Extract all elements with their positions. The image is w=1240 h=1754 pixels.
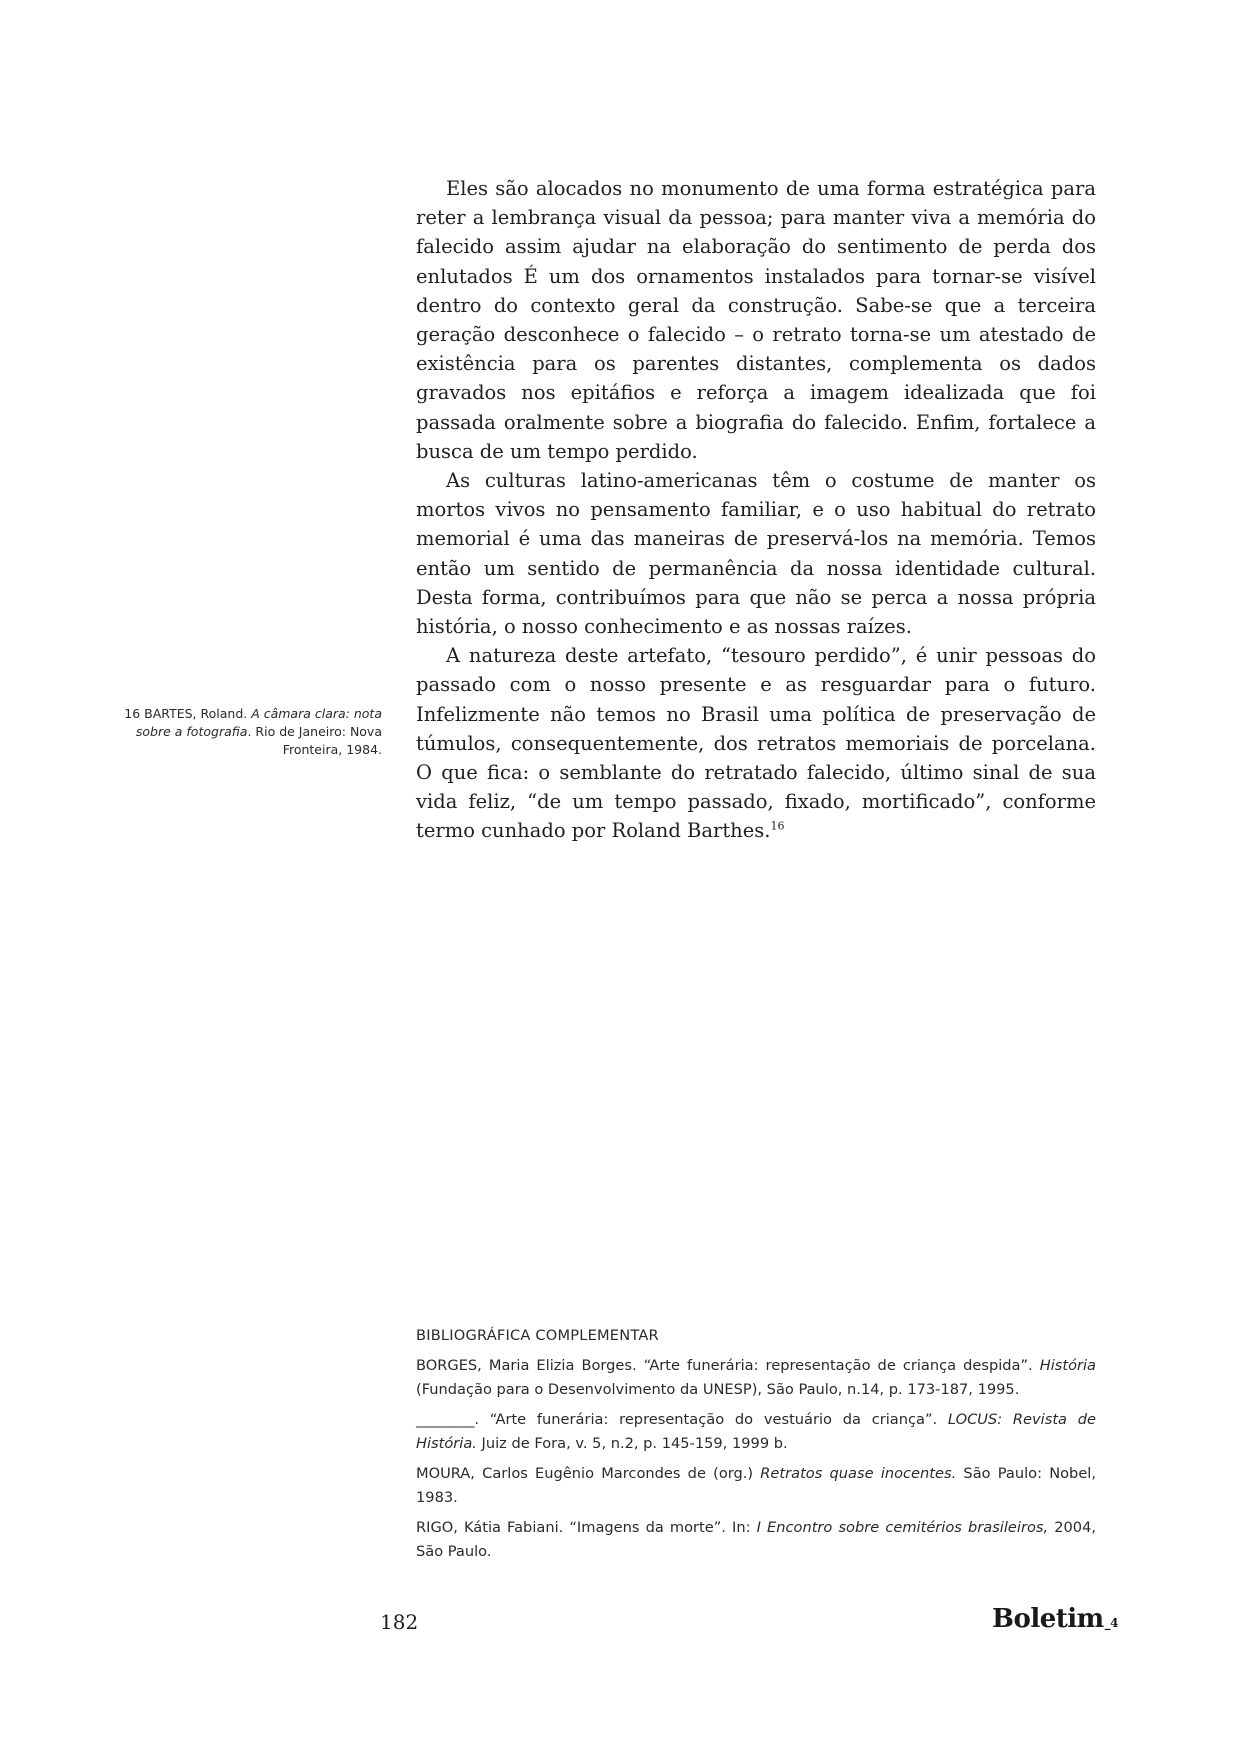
entry-text: ________. “Arte funerária: representação do vestuário da criança”. [416,1411,948,1428]
entry-text: Juiz de Fora, v. 5, n.2, p. 145-159, 1999 b. [476,1435,788,1452]
footnote-prefix: 16 BARTES, Roland. [124,706,252,721]
entry-text: RIGO, Kátia Fabiani. “Imagens da morte”. In: [416,1519,757,1536]
paragraph-2: As culturas latino-americanas têm o costume de manter os mortos vivos no pensamento familiar, e o uso habitual do retrato memorial é uma das maneiras de preservá-los na memória. Temos então um sentido de permanência da nossa identidade cultural. Desta forma, contribuímos para que não se perca a nossa própria história, o nosso conhecimento e as nossas raízes. [416,469,1096,639]
bibliography [416,1324,1096,1570]
footnote-16 [120,705,382,759]
paragraph-1: Eles são alocados no monumento de uma forma estratégica para reter a lembrança visual da pessoa; para manter viva a memória do falecido assim ajudar na elaboração do sentimento de perda dos enlutados É um dos ornamentos instalados para tornar-se visível dentro do contexto geral da construção. Sabe-se que a terceira geração desconhece o falecido – o retrato torna-se um atestado de existência para os parentes distantes, complementa os dados gravados nos epitáfios e reforça a imagem idealizada que foi passada oralmente sobre a biografia do falecido. Enfim, fortalece a busca de um tempo perdido. [416,177,1096,463]
bibliography-entry [416,1516,1096,1564]
bibliography-entry [416,1462,1096,1510]
paragraph-3 [416,641,1096,845]
entry-italic: I Encontro sobre cemitérios brasileiros, [756,1519,1049,1536]
bibliography-heading: BIBLIOGRÁFICA COMPLEMENTAR [416,1327,659,1344]
footnote-reference: 16 [770,819,785,833]
entry-text: BORGES, Maria Elizia Borges. “Arte funerária: representação de criança despida”. [416,1357,1040,1374]
footnote-suffix: . Rio de Janeiro: Nova Fronteira, 1984. [247,724,382,757]
entry-text: MOURA, Carlos Eugênio Marcondes de (org.) [416,1465,761,1482]
page-number: 182 [380,1610,419,1634]
entry-italic: Retratos quase inocentes. [760,1465,957,1482]
footnote-title: A câmara clara: nota sobre a fotografia [135,706,382,739]
entry-italic: História [1039,1357,1096,1374]
main-text [416,174,1096,846]
journal-logo [992,1604,1118,1634]
journal-name: Boletim [992,1604,1104,1634]
entry-text: (Fundação para o Desenvolvimento da UNESP), São Paulo, n.14, p. 173-187, 1995. [416,1381,1020,1398]
entry-text: 2004, São Paulo. [416,1519,1097,1560]
bibliography-entry [416,1408,1096,1456]
entry-italic: LOCUS: Revista de História. [416,1411,1096,1452]
journal-issue: _4 [1104,1616,1118,1630]
paragraph-3-text: A natureza deste artefato, “tesouro perdido”, é unir pessoas do passado com o nosso presente e as resguardar para o futuro. Infelizmente não temos no Brasil uma política de preservação de túmulos, consequentemente, dos retratos memoriais de porcelana. O que fica: o semblante do retratado falecido, último sinal de sua vida feliz, “de um tempo passado, fixado, mortificado”, conforme termo cunhado por Roland Barthes. [416,644,1096,843]
bibliography-entry [416,1354,1096,1402]
entry-text: São Paulo: Nobel, 1983. [416,1465,1096,1506]
